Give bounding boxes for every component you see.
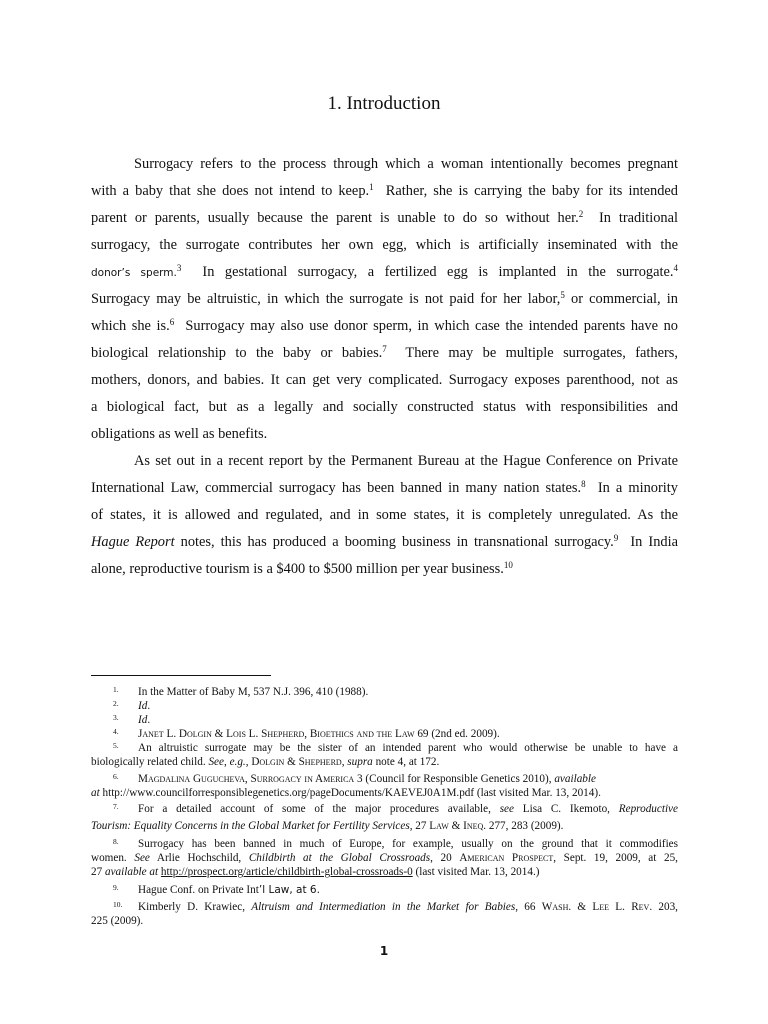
footnote-link[interactable]: http://www.councilforresponsiblegenetics.org/pageDocuments/KAEVEJ0A1M.pdf (last visited Mar. 13, 2014). [99, 787, 601, 799]
footnote-number: 6. [113, 772, 119, 781]
footnote-number: 3. [113, 713, 119, 722]
footnote-number: 4. [113, 727, 119, 736]
body-line: surrogacy, the surrogate contributes her own egg, which is artificially inseminated with the [91, 237, 678, 253]
footnote-number: 9. [113, 883, 119, 892]
footnote-ref[interactable]: 7 [382, 344, 387, 354]
footnote-ref[interactable]: 4 [673, 263, 678, 273]
footnote-separator [91, 675, 271, 676]
footnote-ref[interactable]: 10 [503, 560, 513, 570]
footnote-ref[interactable]: 6 [169, 317, 175, 327]
footnote-number: 7. [113, 802, 119, 811]
body-line: Hague Report notes, this has produced a booming business in transnational surrogacy.$^9$ In India [91, 533, 678, 550]
section-heading: 1. Introduction [327, 93, 441, 114]
body-line: of states, it is allowed and regulated, and in some states, it is completely unregulated. As the [91, 507, 678, 523]
footnote-number: 5. [113, 741, 119, 750]
body-line: biological relationship to the baby or babies.$^7$ There may be multiple surrogates, fathers, [91, 344, 679, 361]
body-line: Surrogacy refers to the process through which a woman intentionally becomes pregnant [134, 156, 678, 172]
footnote-ref[interactable]: 1 [369, 182, 374, 192]
body-line: obligations as well as benefits. [91, 426, 268, 442]
footnote-number: 10. [113, 900, 123, 909]
body-line: Surrogacy may be altruistic, in which the surrogate is not paid for her labor,$^5$ or commercial, in [91, 290, 678, 307]
footnote-ref[interactable]: 9 [613, 533, 619, 543]
body-line: International Law, commercial surrogacy has been banned in many nation states.$^8$ In a minority [91, 479, 678, 496]
footnote-ref[interactable]: 3 [176, 263, 182, 273]
body-line: parent or parents, usually because the parent is unable to do so without her.$^2$ In traditional [91, 209, 678, 226]
body-line: with a baby that she does not intend to keep.$^1$ Rather, she is carrying the baby for its intended [91, 182, 678, 199]
body-line: donor’s sperm.$^3$ In gestational surrogacy, a fertilized egg is implanted in the surrogate.$^4$ [91, 263, 678, 280]
footnote-ref[interactable]: 5 [560, 290, 565, 300]
body-line: mothers, donors, and babies. It can get very complicated. Surrogacy exposes parenthood, not as [91, 372, 678, 388]
body-line: which she is.$^6$ Surrogacy may also use donor sperm, in which case the intended parents have no [91, 317, 678, 334]
footnote-link[interactable]: http://prospect.org/article/childbirth-global-crossroads-0 [160, 866, 413, 878]
footnote-number: 1. [113, 685, 119, 694]
footnote-ref[interactable]: 8 [581, 479, 586, 489]
footnote-ref[interactable]: 2 [578, 209, 584, 219]
page-number: 1 [379, 944, 389, 958]
footnote-number: 8. [113, 837, 119, 846]
footnote-number: 2. [113, 699, 119, 708]
body-line: a biological fact, but as a legally and socially constructed status with responsibilities and [91, 399, 678, 415]
body-line: As set out in a recent report by the Permanent Bureau at the Hague Conference on Private [134, 453, 678, 469]
body-line: alone, reproductive tourism is a $400 to $500 million per year business.$^{10}$ [91, 560, 513, 577]
